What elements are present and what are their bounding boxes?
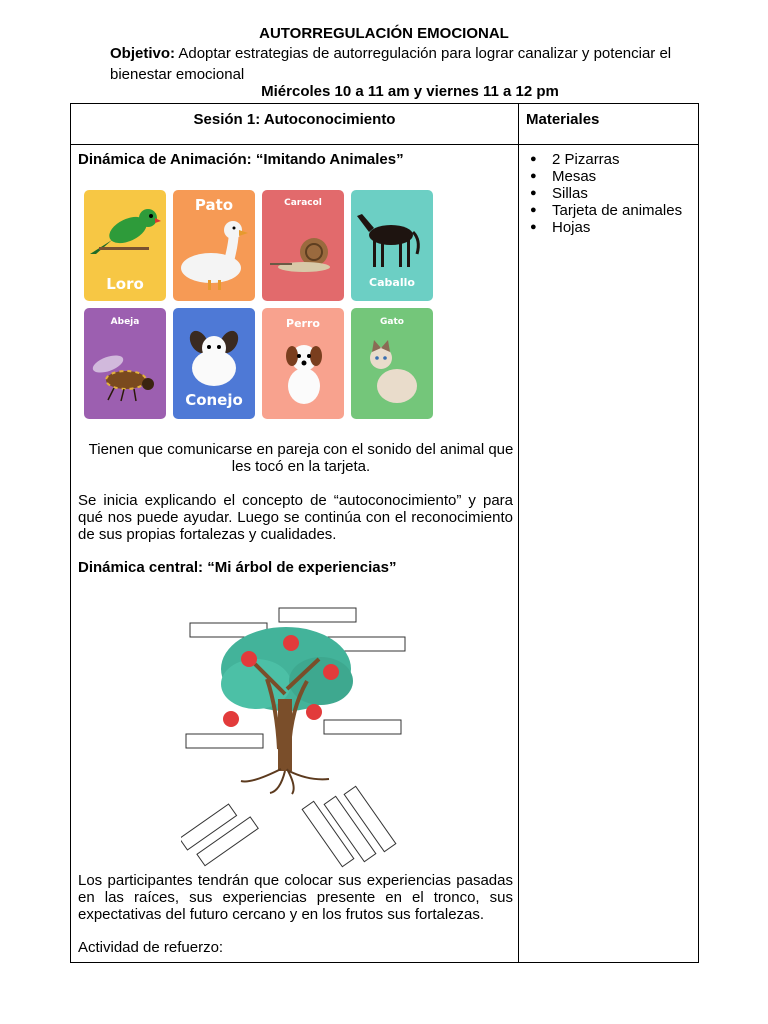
list-item: ● Hojas — [526, 219, 682, 236]
card-label: Pato — [194, 196, 234, 214]
card-caballo — [351, 190, 433, 301]
materials-header: Materiales — [526, 111, 600, 128]
concept-paragraph: Se inicia explicando el concepto de “autoconocimiento” y para qué nos puede ayudar. Luego se continúa con el reconocimiento de sus propias fortalezas y cualidades. — [78, 492, 513, 543]
card-pato — [173, 190, 255, 301]
card-conejo — [173, 308, 255, 419]
card-label: Loro — [106, 275, 144, 293]
session-table — [70, 103, 699, 963]
card-label: Conejo — [185, 391, 243, 409]
list-item: ● Mesas — [526, 168, 682, 185]
list-item: ● Sillas — [526, 185, 682, 202]
card-caracol — [262, 190, 344, 301]
card-perro — [262, 308, 344, 419]
list-item: ● Tarjeta de animales — [526, 202, 682, 219]
document-title: AUTORREGULACIÓN EMOCIONAL — [259, 25, 509, 42]
objective-text: Adoptar estrategias de autorregulación para lograr canalizar y potenciar el bienestar emocional — [110, 45, 672, 83]
tree-icon — [181, 599, 421, 869]
card-label: Perro — [286, 317, 320, 330]
column-divider — [518, 104, 519, 962]
card-label: Caballo — [369, 276, 415, 289]
card-loro — [84, 190, 166, 301]
list-item: ● 2 Pizarras — [526, 151, 682, 168]
header-divider — [71, 144, 698, 145]
animation-title: Dinámica de Animación: “Imitando Animales” — [78, 151, 404, 168]
card-label: Caracol — [284, 198, 322, 208]
objective — [110, 43, 710, 85]
materials-list — [526, 151, 682, 236]
pair-instruction: Tienen que comunicarse en pareja con el sonido del animal que les tocó en la tarjeta. — [88, 441, 514, 475]
objective-label: Objetivo: — [110, 45, 176, 62]
card-label: Abeja — [110, 317, 140, 327]
central-title: Dinámica central: “Mi árbol de experiencias” — [78, 559, 397, 576]
schedule: Miércoles 10 a 11 am y viernes 11 a 12 pm — [261, 83, 559, 100]
card-label: Gato — [380, 317, 404, 327]
tree-paragraph: Los participantes tendrán que colocar sus experiencias pasadas en las raíces, sus experiencias presente en el tronco, sus expectativas del futuro cercano y en los frutos sus fortalezas. — [78, 872, 513, 923]
reinforcement-label: Actividad de refuerzo: — [78, 939, 224, 956]
card-gato — [351, 308, 433, 419]
card-abeja — [84, 308, 166, 419]
session-header: Sesión 1: Autoconocimiento — [193, 111, 396, 128]
